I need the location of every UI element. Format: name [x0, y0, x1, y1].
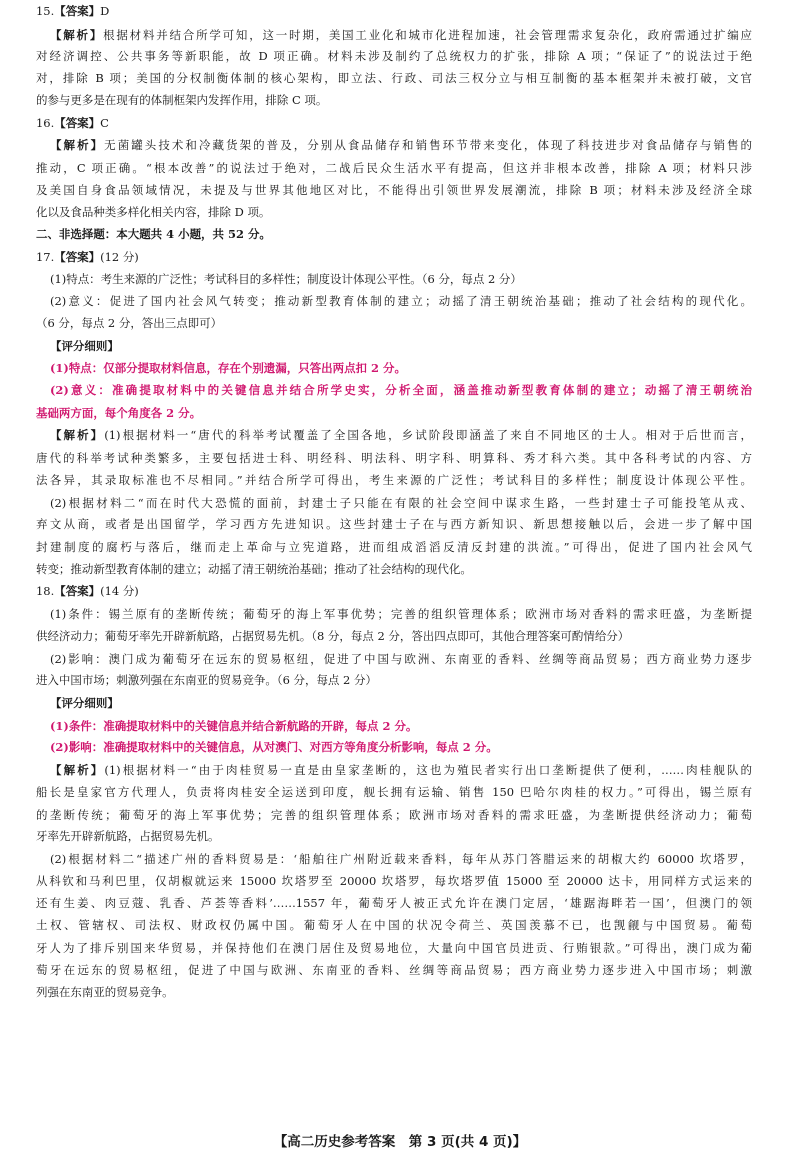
q17-analysis-line-5: 弃文从商，或者是出国留学，学习西方先进知识。这些封建士子在与西方新知识、新思想接触以后，会进一步了解中国: [36, 517, 752, 532]
q16-analysis-line-2: 推动，C 项正确。“根本改善”的说法过于绝对，二战后民众生活水平有提高，但这并非根本改善，排除 A 项；材料只涉: [36, 160, 752, 175]
q18-analysis-line-7: 还有生姜、肉豆蔻、乳香、芦荟等香料’……1557 年，葡萄牙人被正式允许在澳门定居，‘雄踞海畔若一国’，但澳门的领: [36, 896, 752, 911]
q17-answer-1: (1)特点：考生来源的广泛性；考试科目的多样性；制度设计体现公平性。（6 分，每点 2 分）: [50, 271, 522, 286]
q17-rubric-tag: 【评分细则】: [50, 338, 119, 353]
q17-number: 17.: [36, 249, 55, 264]
q18-analysis-line-9: 牙人为了排斥别国来华贸易，并保持他们在澳门居住及贸易地位，大量向中国官员进贡、行贿银款。”可得出，澳门成为葡: [36, 940, 752, 955]
q15-number: 15.: [36, 4, 55, 19]
q15-analysis-line-4: 的参与更多是在现有的体制框架内发挥作用，排除 C 项。: [36, 93, 328, 108]
q18-answer-line: [36, 583, 139, 599]
q17-analysis-tag: 【解析】: [50, 428, 105, 443]
q17-analysis-line-4: (2)根据材料二“而在时代大恐慌的面前，封建士子只能在有限的社会空间中谋求生路，一些封建士子可能投笔从戎、: [50, 495, 752, 510]
q16-answer: C: [100, 115, 109, 130]
q17-answer-tag: 【答案】: [54, 249, 101, 264]
q16-analysis-line-3: 及美国自身食品领域情况，未提及与世界其他地区对比，不能得出引领世界发展潮流，排除 B 项；材料未涉及经济全球: [36, 182, 752, 197]
q18-score: (14 分): [100, 584, 139, 599]
q18-answer-2: 供经济动力；葡萄牙率先开辟新航路，占据贸易先机。（8 分，每点 2 分，答出四点即可，其他合理答案可酌情给分）: [36, 628, 630, 643]
q18-analysis-text-1: (1)根据材料一“由于肉桂贸易一直是由皇家垄断的，这也为殖民者实行出口垄断提供了便利，……肉桂舰队的: [104, 763, 753, 778]
q16-analysis-line-1: [50, 137, 752, 153]
q18-answer-tag: 【答案】: [54, 584, 101, 599]
q15-analysis-tag: 【解析】: [50, 27, 104, 42]
q18-rubric-tag: 【评分细则】: [50, 695, 119, 710]
q18-analysis-line-2: 船长是皇家官方代理人，负责将肉桂安全运送到印度，舰长拥有运输、销售 150 巴哈尔肉桂的权力。”可得出，锡兰原有: [36, 784, 752, 799]
q15-answer: D: [100, 4, 110, 19]
q17-answer-2: (2)意义：促进了国内社会风气转变；推动新型教育体制的建立；动摇了清王朝统治基础；推动了社会结构的现代化。: [50, 294, 752, 309]
q18-analysis-line-11: 列强在东南亚的贸易竞争。: [36, 984, 174, 999]
q15-analysis-line-3: 对，排除 B 项；美国的分权制衡体制的核心架构，即立法、行政、司法三权分立与相互制衡的基本框架并未被打破，文官: [36, 71, 752, 86]
page-footer: 【高二历史参考答案 第 3 页(共 4 页)】: [273, 1134, 527, 1150]
q17-analysis-line-1: [50, 427, 752, 443]
q17-analysis-text-1: (1)根据材料一“唐代的科举考试覆盖了全国各地，乡试阶段即涵盖了来自不同地区的士人。相对于后世而言，: [104, 428, 753, 443]
q15-analysis-line-1: [50, 27, 752, 43]
q15-analysis-line-2: 对经济调控、公共事务等新职能，故 D 项正确。材料未涉及制约了总统权力的扩张，排除 A 项；“保证了”的说法过于绝: [36, 49, 752, 64]
q17-analysis-line-3: 法各异，其录取标准也不尽相同。”并结合所学可得出，考生来源的广泛性；考试科目的多样性；制度设计体现公平性。: [36, 472, 752, 487]
q18-rubric-2: (2)影响：准确提取材料中的关键信息，从对澳门、对西方等角度分析影响，每点 2 分。: [50, 740, 498, 755]
section-heading: 二、非选择题：本大题共 4 小题，共 52 分。: [36, 227, 271, 242]
q18-answer-1: (1)条件：锡兰原有的垄断传统；葡萄牙的海上军事优势；完善的组织管理体系；欧洲市场对香料的需求旺盛，为垄断提: [50, 607, 752, 622]
q16-analysis-text-1: 无菌罐头技术和冷藏货架的普及，分别从食品储存和销售环节带来变化，体现了科技进步对食品储存与销售的: [104, 138, 753, 153]
q17-score: (12 分): [100, 249, 139, 264]
q18-analysis-tag: 【解析】: [50, 763, 105, 778]
q18-answer-3: (2)影响：澳门成为葡萄牙在远东的贸易枢纽，促进了中国与欧洲、东南亚的香料、丝绸等商品贸易；西方商业势力逐步: [50, 651, 752, 666]
q15-analysis-text-1: 根据材料并结合所学可知，这一时期，美国工业化和城市化进程加速，社会管理需求复杂化，政府需通过扩编应: [103, 27, 753, 42]
q18-analysis-line-4: 牙率先开辟新航路，占据贸易先机。: [36, 829, 220, 844]
q16-number: 16.: [36, 115, 55, 130]
q15-answer-tag: 【答案】: [54, 4, 101, 19]
q18-analysis-line-10: 萄牙在远东的贸易枢纽，促进了中国与欧洲、东南亚的香料、丝绸等商品贸易；西方商业势力逐步进入中国市场；刺激: [36, 962, 752, 977]
q17-analysis-line-6: 封建制度的腐朽与落后，继而走上革命与立宪道路，进而组成滔滔反清反封建的洪流。”可得出，促进了国内社会风气: [36, 539, 752, 554]
q16-analysis-tag: 【解析】: [50, 138, 105, 153]
q17-rubric-2b: 基础两方面，每个角度各 2 分。: [36, 405, 202, 420]
q18-rubric-1: (1)条件：准确提取材料中的关键信息并结合新航路的开辟，每点 2 分。: [50, 718, 418, 733]
q18-analysis-line-6: 从科钦和马利巴里，仅胡椒就运来 15000 坎塔罗至 20000 坎塔罗，每坎塔罗值 15000 至 20000 达卡，用同样方式运来的: [36, 873, 752, 888]
q17-analysis-line-7: 转变；推动新型教育体制的建立；动摇了清王朝统治基础；推动了社会结构的现代化。: [36, 561, 472, 576]
q15-answer-line: [36, 3, 109, 19]
q16-analysis-line-4: 化以及食品种类多样化相关内容，排除 D 项。: [36, 204, 271, 219]
q17-rubric-2a: (2)意义：准确提取材料中的关键信息并结合所学史实，分析全面，涵盖推动新型教育体制的建立；动摇了清王朝统治: [50, 383, 752, 398]
q16-answer-line: [36, 115, 109, 131]
q17-rubric-1: (1)特点：仅部分提取材料信息，存在个别遗漏，只答出两点扣 2 分。: [50, 361, 406, 376]
q17-analysis-line-2: 唐代的科举考试种类繁多，主要包括进士科、明经科、明法科、明字科、明算科、秀才科六类。其中各科考试的内容、方: [36, 451, 752, 466]
q18-answer-4: 进入中国市场；刺激列强在东南亚的贸易竞争。（6 分，每点 2 分）: [36, 673, 377, 688]
q18-number: 18.: [36, 584, 55, 599]
q18-analysis-line-3: 的垄断传统；葡萄牙的海上军事优势；完善的组织管理体系；欧洲市场对香料的需求旺盛，为垄断提供经济动力；葡萄: [36, 807, 752, 822]
q16-answer-tag: 【答案】: [54, 115, 101, 130]
q17-answer-line: [36, 249, 139, 265]
q18-analysis-line-8: 土权、管辖权、司法权、财政权仍属中国。葡萄牙人在中国的状况令荷兰、英国羡慕不已，也觊觎与中国贸易。葡萄: [36, 918, 752, 933]
q17-answer-3: （6 分，每点 2 分，答出三点即可）: [36, 316, 223, 331]
q18-analysis-line-1: [50, 762, 752, 778]
q18-analysis-line-5: (2)根据材料二“描述广州的香料贸易是：‘船舶往广州附近载来香料，每年从苏门答腊运来的胡椒大约 60000 坎塔罗，: [50, 851, 752, 866]
